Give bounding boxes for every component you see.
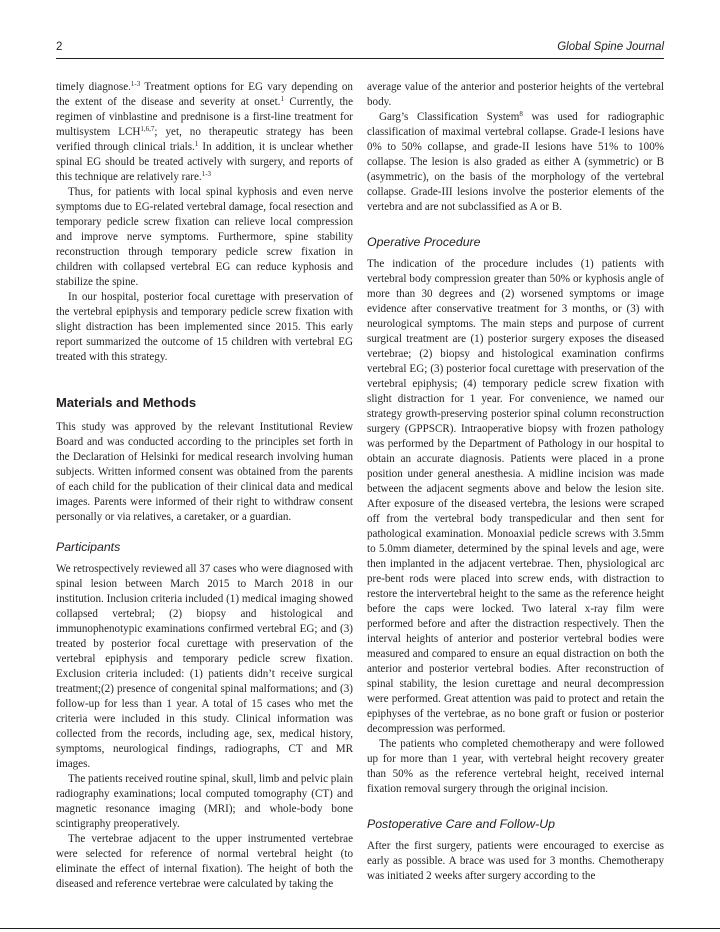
intro-paragraph-3: In our hospital, posterior focal curettage with preservation of the vertebral epiphysis and temporary pedicle screw fixation with slight distraction has been implemented since 2015. This early report summarized the outcome of 15 children with vertebral EG treated with this strategy.: [56, 291, 353, 363]
postop-paragraph-1: After the first surgery, patients were encouraged to exercise as early as possible. A brace was used for 3 months. Chemotherapy was initiated 2 weeks after surgery according to the: [367, 840, 664, 882]
participants-paragraph-2: The patients received routine spinal, skull, limb and pelvic plain radiography examinations; local computed tomography (CT) and magnetic resonance imaging (MRI); and whole-body bone scintigraphy preoperatively.: [56, 773, 353, 830]
participants-paragraph-3: The vertebrae adjacent to the upper instrumented vertebrae were selected for reference of normal vertebral height (to eliminate the effect of internal fixation). The height of both the diseased and reference vertebrae were calculated by taking the: [56, 833, 353, 890]
garg-classification-paragraph: Garg’s Classification System$^8$ was used for radiographic classification of maximal vertebral collapse. Grade-I lesions have 0% to 50% collapse, and grade-II lesions have 51% to 100% collapse. The lesion is also graded as either A (symmetric) or B (asymmetric), on the basis of the morphology of the vertebral collapse. Grade-III lesions involve the posterior elements of the vertebra and are not subclassified as A or B.: [367, 110, 664, 213]
participants-heading: Participants: [56, 540, 121, 554]
running-header: [56, 40, 664, 59]
citation: 1,6,7: [140, 125, 155, 133]
right-column: [367, 80, 664, 884]
citation: 8: [519, 110, 523, 118]
postoperative-care-heading: Postoperative Care and Follow-Up: [367, 817, 555, 831]
citation: 1: [194, 140, 199, 148]
intro-paragraph-1: timely diagnose.$^{1-3}$ Treatment options for EG vary depending on the extent of the disease and severity at onset.$^1$ Currently, the regimen of vinblastine and prednisone is a first-line treatment for multisystem LCH$^{1,6,7}$; yet, no therapeutic strategy has been verified through clinical trials.$^1$ In addition, it is unclear whether spinal EG should be treated actively with surgery, and reports of this technique are relatively rare.$^{1-3}$: [56, 80, 354, 183]
left-column: [56, 80, 353, 892]
citation: 1-3: [130, 80, 141, 88]
intro-paragraph-2: Thus, for patients with local spinal kyphosis and even nerve symptoms due to EG-related vertebral damage, focal resection and temporary pedicle screw fixation can relieve local compression and improve nerve symptoms. Furthermore, spine stability reconstruction through temporary pedicle screw fixation in children with collapsed vertebral EG can reduce kyphosis and stabilize the spine.: [56, 186, 353, 288]
continued-paragraph: average value of the anterior and posterior heights of the vertebral body.: [367, 81, 664, 108]
journal-name: Global Spine Journal: [557, 41, 664, 53]
bottom-rule: [0, 928, 720, 929]
participants-paragraph-1: We retrospectively reviewed all 37 cases who were diagnosed with spinal lesion between March 2015 to March 2018 in our institution. Inclusion criteria included (1) medical imaging showed collapsed vertebral; (2) biopsy and histological and immunophenotypic examinations confirmed vertebral EG; and (3) treated by posterior focal curettage with preservation of the vertebral epiphysis and temporary pedicle screw fixation. Exclusion criteria included: (1) patients didn’t receive surgical treatment;(2) presence of congenital spinal malformations; and (3) follow-up for less than 1 year. A total of 15 cases who met the criteria were included in this study. Clinical information was collected from the records, including age, sex, medical history, symptoms, neurological findings, radiographs, CT and MR images.: [56, 563, 353, 770]
operative-paragraph-1: The indication of the procedure includes (1) patients with vertebral body compression greater than 50% or kyphosis angle of more than 30 degrees and (2) worsened symptoms or image evidence after conservative treatment for 3 months, or (3) with neurological symptoms. The main steps and purpose of current surgical treatment are (1) posterior surgery exposes the diseased vertebrae; (2) biopsy and histological examination confirms vertebral EG; (3) posterior focal curettage with preservation of the vertebral epiphysis; (4) temporary pedicle screw fixation with slight distraction for 1 year. For convenience, we named our strategy growth-preserving posterior spinal column reconstruction surgery (GPPSCR). Intraoperative biopsy with frozen pathology was performed by the Department of Pathology in our hospital to obtain an accurate diagnosis. Patients were placed in a prone position under general anesthesia. A midline incision was made between the adjacent segments above and below the lesion site. After exposure of the diseased vertebra, the lesions were scraped off from the vertebral body transpedicular and then sent for pathological examination. Monoaxial pedicle screws with 3.5mm to 5.0mm diameter, determined by the spinal levels and age, were then implanted in the adjacent vertebrae. Then, physiological arc pre-bent rods were placed into screw ends, with distraction to restore the intervertebral height to the same as the reference height before the caps were locked. Two lateral x-ray film were performed before and after the distraction respectively. Then the interval heights of anterior and posterior vertebral bodies were measured and compared to ensure an equal distraction on both the anterior and posterior vertebral bodies. After reconstruction of spinal stability, the lesion curettage and neural decompression were performed. Great attention was paid to protect and retain the epiphyses of the vertebrae, as no bone graft or fusion or posterior decompression was performed.: [367, 258, 664, 735]
citation: 1-3: [201, 170, 212, 178]
operative-paragraph-2: The patients who completed chemotherapy and were followed up for more than 1 year, with vertebral height recovery greater than 50% as the reference vertebral height, received internal fixation removal surgery through the original incision.: [367, 738, 664, 795]
citation: 1: [280, 95, 284, 103]
page-number: 2: [56, 41, 63, 53]
materials-methods-heading: Materials and Methods: [56, 395, 197, 410]
operative-procedure-heading: Operative Procedure: [367, 235, 481, 249]
methods-paragraph-1: This study was approved by the relevant Institutional Review Board and was conducted according to the principles set forth in the Declaration of Helsinki for medical research involving human subjects. Written informed consent was obtained from the parents of each child for the publication of their clinical data and medical images. Parents were informed of their right to withdraw consent personally or via relatives, a caretaker, or a guardian.: [56, 421, 353, 523]
